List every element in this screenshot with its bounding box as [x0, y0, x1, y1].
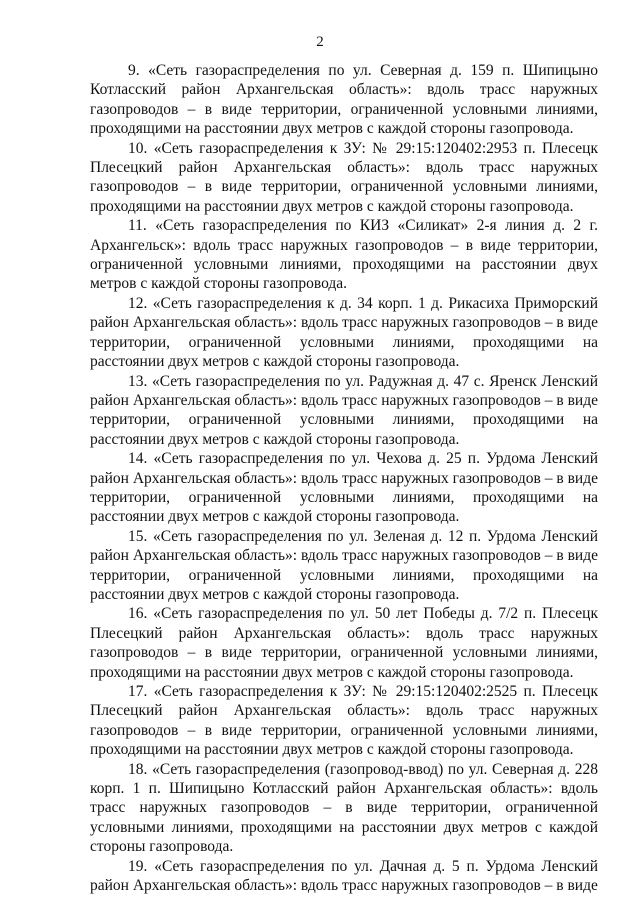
paragraph-item-12: 12. «Сеть газораспределения к д. 34 корп. 1 д. Рикасиха Приморский район Архангельская область»: вдоль трасс наружных газопроводов – в виде территории, ограниченной условными линиями, проходящими на расстоянии двух метров с каждой стороны газопровода.	[90, 294, 598, 371]
paragraph-item-10: 10. «Сеть газораспределения к ЗУ: № 29:15:120402:2953 п. Плесецк Плесецкий район Архангельская область»: вдоль трасс наружных газопроводов – в виде территории, ограниченной условными линиями, проходящими на расстоянии двух метров с каждой стороны газопровода.	[90, 139, 598, 215]
paragraph-item-19: 19. «Сеть газораспределения по ул. Дачная д. 5 п. Урдома Ленский район Архангельская область»: вдоль трасс наружных газопроводов – в виде	[90, 857, 598, 895]
paragraph-item-9: 9. «Сеть газораспределения по ул. Северная д. 159 п. Шипицыно Котласский район Архангельская область»: вдоль трасс наружных газопроводов – в виде территории, ограниченной условными линиями, проходящими на расстоянии двух метров с каждой стороны газопровода.	[90, 62, 598, 138]
paragraph-item-17: 17. «Сеть газораспределения к ЗУ: № 29:15:120402:2525 п. Плесецк Плесецкий район Архангельская область»: вдоль трасс наружных газопроводов – в виде территории, ограниченной условными линиями, проходящими на расстоянии двух метров с каждой стороны газопровода.	[90, 683, 598, 759]
paragraph-item-15: 15. «Сеть газораспределения по ул. Зеленая д. 12 п. Урдома Ленский район Архангельская область»: вдоль трасс наружных газопроводов – в виде территории, ограниченной условными линиями, проходящими на расстоянии двух метров с каждой стороны газопровода.	[90, 527, 598, 603]
paragraph-item-11: 11. «Сеть газораспределения по КИЗ «Силикат» 2-я линия д. 2 г. Архангельск»: вдоль трасс наружных газопроводов – в виде территории, ограниченной условными линиями, проходящими на расстоянии двух метров с каждой стороны газопровода.	[90, 217, 598, 293]
document-body	[90, 61, 598, 895]
page-number: 2	[316, 34, 324, 50]
paragraph-item-14: 14. «Сеть газораспределения по ул. Чехова д. 25 п. Урдома Ленский район Архангельская область»: вдоль трасс наружных газопроводов – в виде территории, ограниченной условными линиями, проходящими на расстоянии двух метров с каждой стороны газопровода.	[90, 450, 598, 526]
paragraph-item-13: 13. «Сеть газораспределения по ул. Радужная д. 47 с. Яренск Ленский район Архангельская область»: вдоль трасс наружных газопроводов – в виде территории, ограниченной условными линиями, проходящими на расстоянии двух метров с каждой стороны газопровода.	[90, 372, 598, 448]
paragraph-item-18: 18. «Сеть газораспределения (газопровод-ввод) по ул. Северная д. 228 корп. 1 п. Шипицыно Котласский район Архангельская область»: вдоль трасс наружных газопроводов – в виде территории, ограниченной условными линиями, проходящими на расстоянии двух метров с каждой стороны газопровода.	[90, 760, 598, 856]
paragraph-item-16: 16. «Сеть газораспределения по ул. 50 лет Победы д. 7/2 п. Плесецк Плесецкий район Архангельская область»: вдоль трасс наружных газопроводов – в виде территории, ограниченной условными линиями, проходящими на расстоянии двух метров с каждой стороны газопровода.	[90, 605, 598, 681]
